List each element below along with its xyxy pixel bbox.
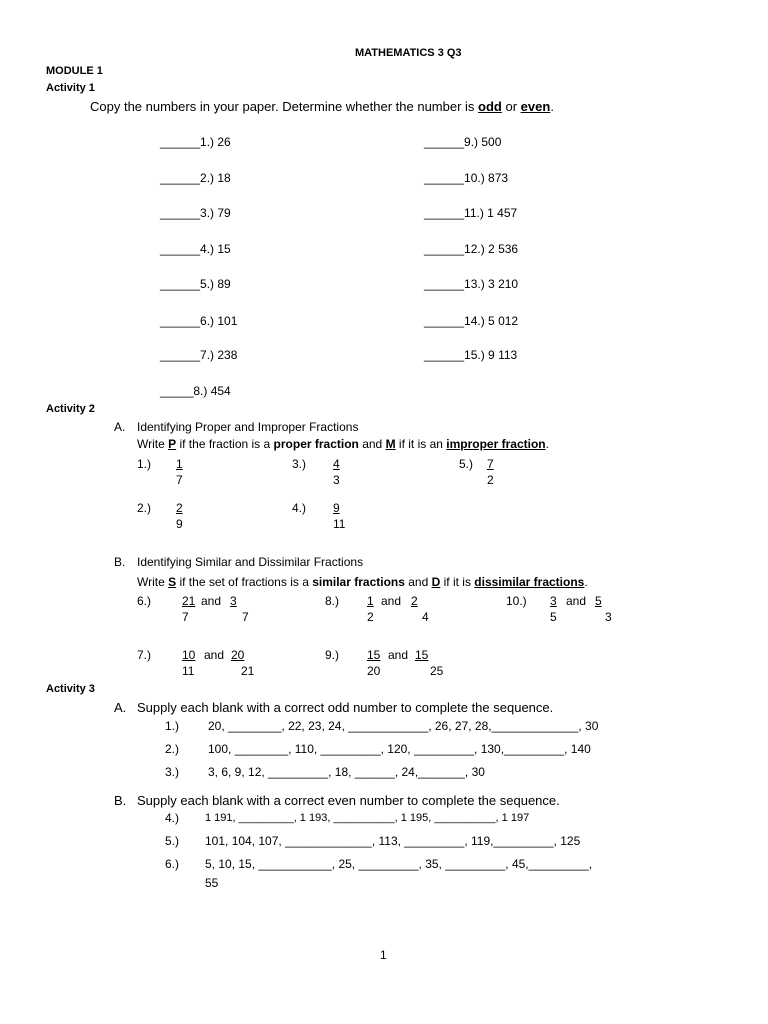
fraction: $\frac{3}{5}$	[550, 594, 557, 624]
fraction-item-number: 1.)	[137, 457, 152, 471]
partA-label: A.	[114, 420, 126, 434]
sequence-number: 6.)	[165, 857, 180, 871]
fraction-pair-number: 9.)	[325, 648, 340, 662]
activity1-heading: Activity 1	[46, 82, 95, 94]
activity1-item-2: ______2.) 18	[160, 171, 231, 185]
activity1-item-7: ______7.) 238	[160, 348, 238, 362]
fraction-item-number: 3.)	[292, 457, 307, 471]
fraction: $\frac{2}{4}$	[411, 594, 429, 624]
and-word: and	[204, 648, 225, 662]
fraction-pair-number: 10.)	[506, 594, 527, 608]
sequence-line: 20, ________, 22, 23, 24, ____________, 26, 27, 28,_____________, 30	[208, 719, 599, 733]
activity1-item-8: _____8.) 454	[160, 384, 231, 398]
fraction-item-number: 4.)	[292, 501, 307, 515]
activity1-item-1: ______1.) 26	[160, 135, 231, 149]
fraction: $\frac{2}{9}$	[176, 501, 183, 531]
fraction: $\frac{3}{7}$	[230, 594, 249, 624]
activity3-partB-instructions: Supply each blank with a correct even number to complete the sequence.	[137, 793, 560, 808]
fraction: $\frac{9}{11}$	[333, 501, 346, 531]
fraction-pair-number: 7.)	[137, 648, 152, 662]
activity1-item-13: ______13.) 3 210	[424, 277, 519, 291]
fraction: $\frac{15}{20}$	[367, 648, 381, 678]
and-word: and	[388, 648, 409, 662]
activity2-heading: Activity 2	[46, 403, 95, 415]
sequence-line-continuation: 55	[205, 876, 219, 890]
activity1-item-6: ______6.) 101	[160, 314, 238, 328]
fraction-item-number: 2.)	[137, 501, 152, 515]
activity1-item-11: ______11.) 1 457	[424, 206, 518, 220]
activity3-partA-label: A.	[114, 700, 127, 715]
fraction: $\frac{1}{7}$	[176, 457, 183, 487]
activity1-item-3: ______3.) 79	[160, 206, 231, 220]
sequence-number: 5.)	[165, 834, 180, 848]
partA-title: Identifying Proper and Improper Fractions	[137, 420, 359, 434]
sequence-number: 4.)	[165, 811, 180, 825]
module-label: MODULE 1	[46, 65, 103, 77]
fraction: $\frac{7}{2}$	[487, 457, 494, 487]
fraction-item-number: 5.)	[459, 457, 474, 471]
sequence-line: 5, 10, 15, ___________, 25, _________, 35, _________, 45,_________,	[205, 857, 593, 871]
activity1-item-14: ______14.) 5 012	[424, 314, 519, 328]
activity1-instructions: Copy the numbers in your paper. Determine whether the number is odd or even.	[90, 99, 554, 114]
partB-title: Identifying Similar and Dissimilar Fractions	[137, 555, 364, 569]
sequence-line: 101, 104, 107, _____________, 113, _________, 119,_________, 125	[205, 834, 581, 848]
activity1-item-9: ______9.) 500	[424, 135, 502, 149]
and-word: and	[201, 594, 222, 608]
activity1-item-15: ______15.) 9 113	[424, 348, 518, 362]
even-word: even	[520, 99, 551, 114]
activity1-item-12: ______12.) 2 536	[424, 242, 519, 256]
page-number: 1	[380, 948, 387, 962]
fraction: $\frac{20}{21}$	[231, 648, 255, 678]
odd-word: odd	[478, 99, 502, 114]
partA-instructions: Write P if the fraction is a proper fraction and M if it is an improper fraction.	[137, 437, 549, 451]
sequence-number: 1.)	[165, 719, 180, 733]
activity1-item-10: ______10.) 873	[424, 171, 509, 185]
sequence-line: 100, ________, 110, _________, 120, _________, 130,_________, 140	[208, 742, 591, 756]
activity3-partA-instructions: Supply each blank with a correct odd number to complete the sequence.	[137, 700, 554, 715]
sequence-number: 3.)	[165, 765, 180, 779]
fraction: $\frac{5}{3}$	[595, 594, 612, 624]
and-word: and	[381, 594, 402, 608]
activity3-heading: Activity 3	[46, 683, 95, 695]
sequence-line: 1 191, _________, 1 193, __________, 1 195, __________, 1 197	[205, 812, 530, 824]
fraction: $\frac{1}{2}$	[367, 594, 374, 624]
fraction-pair-number: 8.)	[325, 594, 340, 608]
fraction: $\frac{15}{25}$	[415, 648, 444, 678]
activity1-item-4: ______4.) 15	[160, 242, 231, 256]
activity1-item-5: ______5.) 89	[160, 277, 231, 291]
fraction: $\frac{4}{3}$	[333, 457, 340, 487]
sequence-line: 3, 6, 9, 12, _________, 18, ______, 24,_______, 30	[208, 765, 485, 779]
fraction-pair-number: 6.)	[137, 594, 152, 608]
document-title: MATHEMATICS 3 Q3	[355, 47, 462, 59]
activity3-partB-label: B.	[114, 793, 127, 808]
fraction: $\frac{10}{11}$	[182, 648, 196, 678]
partB-instructions: Write S if the set of fractions is a similar fractions and D if it is dissimilar fractions.	[137, 575, 588, 589]
partB-label: B.	[114, 555, 126, 569]
fraction: $\frac{21}{7}$	[182, 594, 196, 624]
sequence-number: 2.)	[165, 742, 180, 756]
and-word: and	[566, 594, 587, 608]
